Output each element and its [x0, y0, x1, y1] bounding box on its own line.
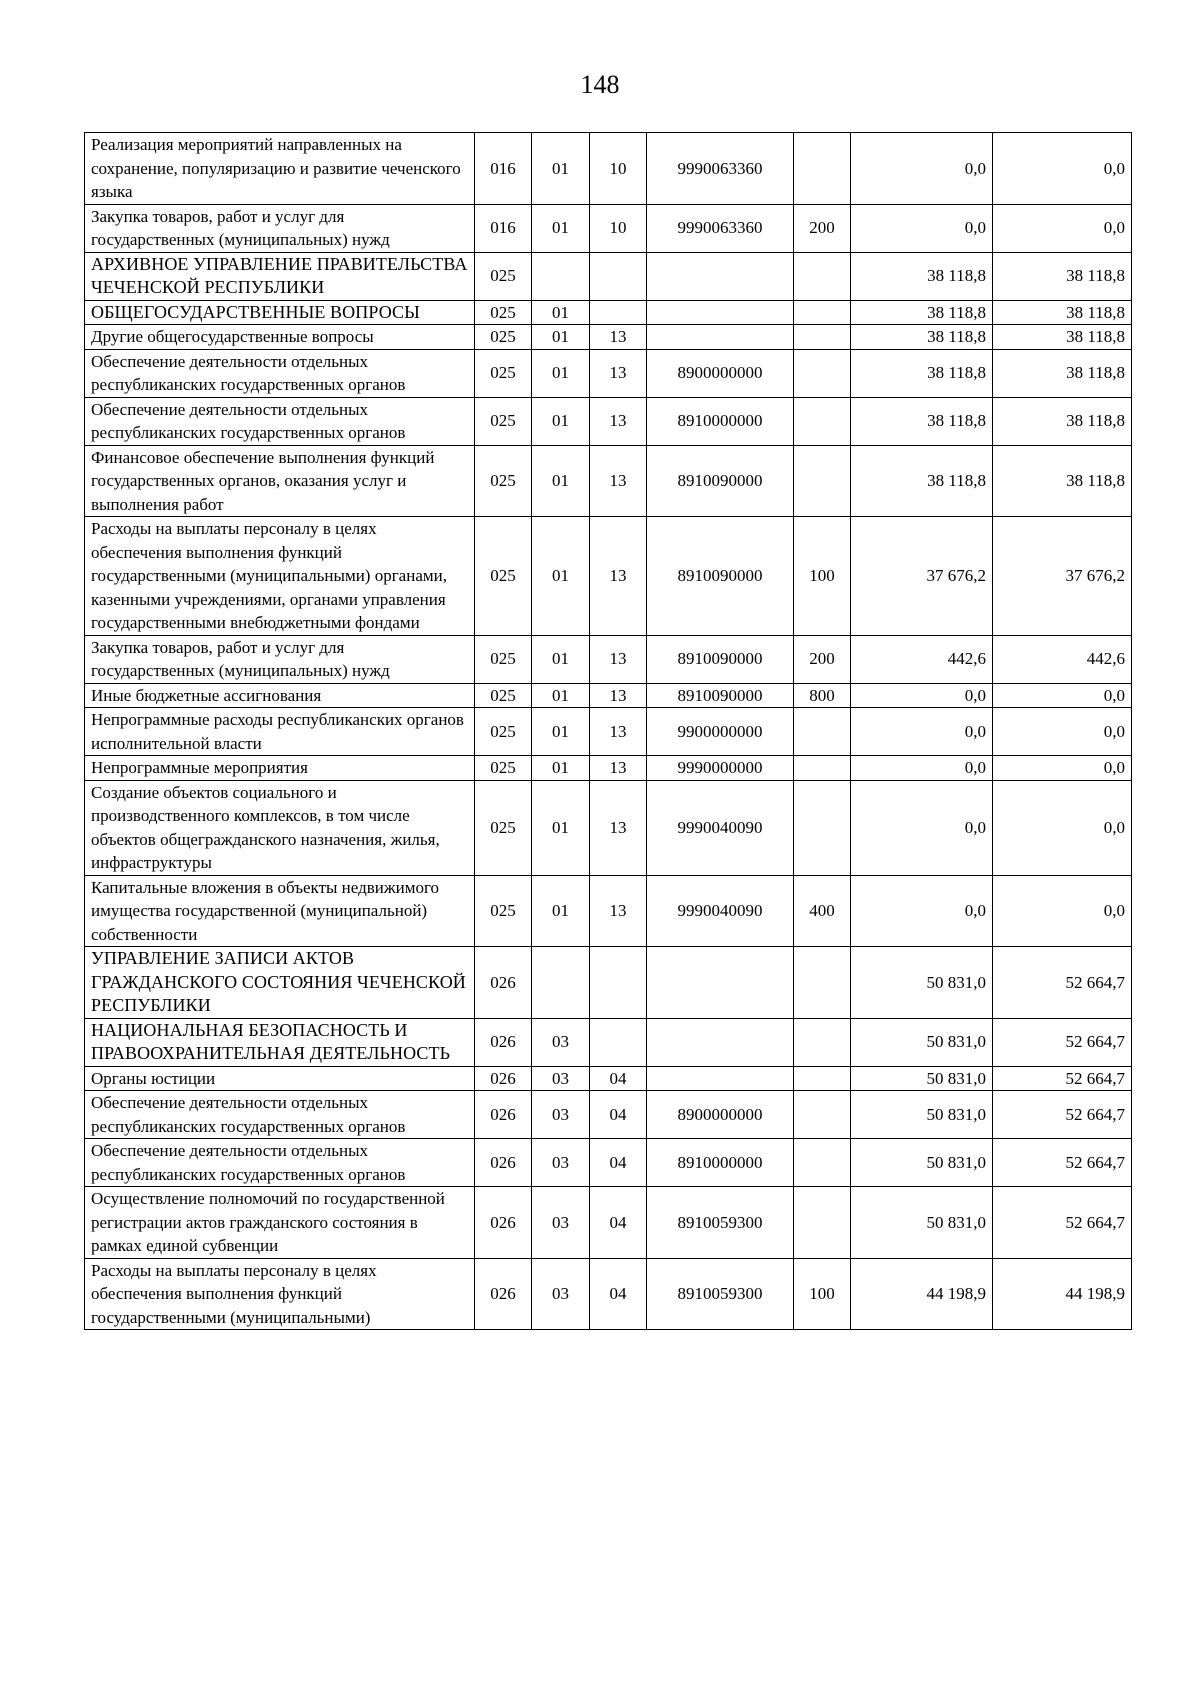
- cell-vr: [794, 1091, 851, 1139]
- cell-sum-1: 44 198,9: [851, 1258, 993, 1330]
- cell-ved: 025: [475, 780, 532, 875]
- cell-ved: 025: [475, 300, 532, 325]
- cell-vr: 100: [794, 1258, 851, 1330]
- cell-pr: 10: [590, 204, 647, 252]
- table-row: [85, 635, 1132, 683]
- cell-ved: 026: [475, 947, 532, 1019]
- cell-sum-1: 0,0: [851, 780, 993, 875]
- cell-ved: 025: [475, 349, 532, 397]
- cell-ved: 025: [475, 683, 532, 708]
- cell-name: Обеспечение деятельности отдельных республиканских государственных органов: [85, 1139, 475, 1187]
- cell-ved: 026: [475, 1066, 532, 1091]
- cell-rz: 01: [532, 708, 590, 756]
- cell-pr: [590, 252, 647, 300]
- cell-pr: [590, 947, 647, 1019]
- cell-name: Закупка товаров, работ и услуг для государственных (муниципальных) нужд: [85, 635, 475, 683]
- cell-csr: 9990000000: [647, 756, 794, 781]
- cell-rz: 01: [532, 133, 590, 205]
- cell-rz: 01: [532, 397, 590, 445]
- cell-rz: 01: [532, 204, 590, 252]
- cell-sum-1: 442,6: [851, 635, 993, 683]
- table-row: [85, 349, 1132, 397]
- cell-sum-2: 44 198,9: [993, 1258, 1132, 1330]
- cell-pr: 13: [590, 780, 647, 875]
- table-row: [85, 445, 1132, 517]
- cell-vr: [794, 1066, 851, 1091]
- cell-name: Реализация мероприятий направленных на сохранение, популяризацию и развитие чеченского языка: [85, 133, 475, 205]
- table-row: [85, 204, 1132, 252]
- cell-rz: 03: [532, 1066, 590, 1091]
- cell-rz: [532, 252, 590, 300]
- cell-name: Обеспечение деятельности отдельных республиканских государственных органов: [85, 397, 475, 445]
- cell-sum-1: 50 831,0: [851, 947, 993, 1019]
- cell-vr: [794, 300, 851, 325]
- cell-rz: 01: [532, 683, 590, 708]
- cell-csr: [647, 947, 794, 1019]
- cell-rz: 01: [532, 300, 590, 325]
- cell-sum-2: 52 664,7: [993, 947, 1132, 1019]
- cell-vr: [794, 133, 851, 205]
- cell-csr: 9990063360: [647, 204, 794, 252]
- cell-rz: 03: [532, 1187, 590, 1259]
- cell-vr: [794, 756, 851, 781]
- cell-csr: 9990040090: [647, 875, 794, 947]
- cell-pr: 04: [590, 1139, 647, 1187]
- cell-sum-2: 0,0: [993, 708, 1132, 756]
- cell-sum-1: 0,0: [851, 708, 993, 756]
- cell-sum-2: 0,0: [993, 683, 1132, 708]
- cell-csr: 8910000000: [647, 397, 794, 445]
- cell-vr: [794, 947, 851, 1019]
- cell-rz: 01: [532, 875, 590, 947]
- cell-sum-1: 50 831,0: [851, 1018, 993, 1066]
- cell-csr: [647, 300, 794, 325]
- cell-csr: [647, 1018, 794, 1066]
- table-row: [85, 252, 1132, 300]
- cell-pr: 04: [590, 1187, 647, 1259]
- cell-csr: 9990063360: [647, 133, 794, 205]
- cell-vr: 200: [794, 635, 851, 683]
- cell-ved: 026: [475, 1258, 532, 1330]
- cell-sum-2: 0,0: [993, 756, 1132, 781]
- cell-vr: [794, 1018, 851, 1066]
- cell-csr: 8910090000: [647, 445, 794, 517]
- cell-sum-1: 38 118,8: [851, 349, 993, 397]
- cell-vr: 100: [794, 517, 851, 636]
- cell-name: Расходы на выплаты персоналу в целях обеспечения выполнения функций государственными (муниципальными) органами, казенными учреждениями, органами управления государственными внебюджетными фондами: [85, 517, 475, 636]
- cell-pr: 13: [590, 517, 647, 636]
- cell-sum-2: 52 664,7: [993, 1187, 1132, 1259]
- cell-ved: 025: [475, 517, 532, 636]
- cell-vr: [794, 349, 851, 397]
- cell-sum-1: 0,0: [851, 133, 993, 205]
- cell-csr: [647, 252, 794, 300]
- cell-ved: 016: [475, 133, 532, 205]
- cell-csr: 8910059300: [647, 1258, 794, 1330]
- table-row: [85, 1091, 1132, 1139]
- cell-name: АРХИВНОЕ УПРАВЛЕНИЕ ПРАВИТЕЛЬСТВА ЧЕЧЕНСКОЙ РЕСПУБЛИКИ: [85, 252, 475, 300]
- cell-sum-2: 38 118,8: [993, 349, 1132, 397]
- cell-csr: 8900000000: [647, 1091, 794, 1139]
- cell-sum-2: 38 118,8: [993, 300, 1132, 325]
- cell-sum-2: 52 664,7: [993, 1139, 1132, 1187]
- cell-ved: 025: [475, 445, 532, 517]
- cell-vr: [794, 780, 851, 875]
- table-row: [85, 517, 1132, 636]
- table-row: [85, 1187, 1132, 1259]
- cell-vr: [794, 1187, 851, 1259]
- table-row: [85, 875, 1132, 947]
- cell-rz: 01: [532, 325, 590, 350]
- cell-pr: 13: [590, 635, 647, 683]
- cell-name: НАЦИОНАЛЬНАЯ БЕЗОПАСНОСТЬ И ПРАВООХРАНИТЕЛЬНАЯ ДЕЯТЕЛЬНОСТЬ: [85, 1018, 475, 1066]
- cell-ved: 025: [475, 756, 532, 781]
- cell-vr: [794, 1139, 851, 1187]
- table-row: [85, 947, 1132, 1019]
- cell-pr: 13: [590, 708, 647, 756]
- table-body: [85, 133, 1132, 1330]
- cell-pr: 13: [590, 875, 647, 947]
- cell-pr: 13: [590, 325, 647, 350]
- cell-vr: [794, 252, 851, 300]
- cell-sum-2: 52 664,7: [993, 1066, 1132, 1091]
- cell-name: Капитальные вложения в объекты недвижимого имущества государственной (муниципальной) собственности: [85, 875, 475, 947]
- cell-ved: 025: [475, 252, 532, 300]
- cell-rz: 03: [532, 1258, 590, 1330]
- cell-sum-1: 50 831,0: [851, 1066, 993, 1091]
- cell-sum-1: 38 118,8: [851, 397, 993, 445]
- cell-pr: 04: [590, 1258, 647, 1330]
- cell-name: Другие общегосударственные вопросы: [85, 325, 475, 350]
- cell-sum-1: 50 831,0: [851, 1139, 993, 1187]
- cell-pr: 13: [590, 683, 647, 708]
- table-row: [85, 133, 1132, 205]
- cell-rz: 01: [532, 517, 590, 636]
- cell-sum-2: 38 118,8: [993, 252, 1132, 300]
- cell-csr: 8910090000: [647, 517, 794, 636]
- cell-sum-1: 0,0: [851, 875, 993, 947]
- cell-pr: 13: [590, 445, 647, 517]
- cell-sum-1: 38 118,8: [851, 445, 993, 517]
- table-row: [85, 756, 1132, 781]
- cell-sum-1: 38 118,8: [851, 300, 993, 325]
- cell-name: Иные бюджетные ассигнования: [85, 683, 475, 708]
- cell-name: Непрограммные мероприятия: [85, 756, 475, 781]
- cell-csr: 9990040090: [647, 780, 794, 875]
- cell-sum-1: 37 676,2: [851, 517, 993, 636]
- budget-table: [84, 132, 1132, 1330]
- cell-sum-2: 52 664,7: [993, 1091, 1132, 1139]
- cell-sum-2: 0,0: [993, 133, 1132, 205]
- table-row: [85, 780, 1132, 875]
- cell-sum-2: 38 118,8: [993, 397, 1132, 445]
- cell-sum-2: 442,6: [993, 635, 1132, 683]
- cell-sum-2: 0,0: [993, 780, 1132, 875]
- cell-rz: 01: [532, 780, 590, 875]
- cell-csr: 9900000000: [647, 708, 794, 756]
- cell-rz: 03: [532, 1091, 590, 1139]
- cell-sum-1: 38 118,8: [851, 252, 993, 300]
- cell-rz: [532, 947, 590, 1019]
- cell-sum-1: 50 831,0: [851, 1187, 993, 1259]
- cell-sum-2: 52 664,7: [993, 1018, 1132, 1066]
- table-row: [85, 1258, 1132, 1330]
- cell-rz: 03: [532, 1139, 590, 1187]
- cell-vr: [794, 325, 851, 350]
- cell-ved: 026: [475, 1018, 532, 1066]
- cell-name: Создание объектов социального и производственного комплексов, в том числе объектов общегражданского назначения, жилья, инфраструктуры: [85, 780, 475, 875]
- table-row: [85, 683, 1132, 708]
- cell-pr: 10: [590, 133, 647, 205]
- cell-pr: 13: [590, 349, 647, 397]
- cell-pr: 13: [590, 756, 647, 781]
- cell-name: ОБЩЕГОСУДАРСТВЕННЫЕ ВОПРОСЫ: [85, 300, 475, 325]
- cell-name: Обеспечение деятельности отдельных республиканских государственных органов: [85, 1091, 475, 1139]
- cell-csr: 8900000000: [647, 349, 794, 397]
- table-row: [85, 397, 1132, 445]
- cell-vr: [794, 397, 851, 445]
- cell-ved: 016: [475, 204, 532, 252]
- table-row: [85, 1139, 1132, 1187]
- cell-ved: 026: [475, 1139, 532, 1187]
- cell-sum-2: 37 676,2: [993, 517, 1132, 636]
- cell-name: Закупка товаров, работ и услуг для государственных (муниципальных) нужд: [85, 204, 475, 252]
- cell-sum-1: 0,0: [851, 204, 993, 252]
- cell-name: Органы юстиции: [85, 1066, 475, 1091]
- table-row: [85, 708, 1132, 756]
- cell-vr: 400: [794, 875, 851, 947]
- cell-name: Финансовое обеспечение выполнения функций государственных органов, оказания услуг и выполнения работ: [85, 445, 475, 517]
- cell-vr: [794, 708, 851, 756]
- cell-ved: 025: [475, 325, 532, 350]
- cell-csr: 8910090000: [647, 635, 794, 683]
- cell-sum-1: 50 831,0: [851, 1091, 993, 1139]
- cell-ved: 025: [475, 397, 532, 445]
- cell-name: Обеспечение деятельности отдельных республиканских государственных органов: [85, 349, 475, 397]
- cell-name: УПРАВЛЕНИЕ ЗАПИСИ АКТОВ ГРАЖДАНСКОГО СОСТОЯНИЯ ЧЕЧЕНСКОЙ РЕСПУБЛИКИ: [85, 947, 475, 1019]
- table-row: [85, 1018, 1132, 1066]
- cell-name: Осуществление полномочий по государственной регистрации актов гражданского состояния в рамках единой субвенции: [85, 1187, 475, 1259]
- cell-ved: 025: [475, 708, 532, 756]
- cell-vr: 800: [794, 683, 851, 708]
- cell-sum-2: 38 118,8: [993, 325, 1132, 350]
- cell-vr: [794, 445, 851, 517]
- cell-ved: 026: [475, 1091, 532, 1139]
- cell-name: Непрограммные расходы республиканских органов исполнительной власти: [85, 708, 475, 756]
- cell-rz: 01: [532, 445, 590, 517]
- cell-csr: 8910000000: [647, 1139, 794, 1187]
- cell-csr: [647, 1066, 794, 1091]
- cell-ved: 026: [475, 1187, 532, 1259]
- cell-pr: 04: [590, 1066, 647, 1091]
- cell-vr: 200: [794, 204, 851, 252]
- cell-pr: [590, 300, 647, 325]
- cell-rz: 01: [532, 349, 590, 397]
- cell-rz: 01: [532, 635, 590, 683]
- cell-rz: 01: [532, 756, 590, 781]
- page-number: 148: [580, 70, 620, 99]
- cell-rz: 03: [532, 1018, 590, 1066]
- cell-csr: 8910090000: [647, 683, 794, 708]
- cell-pr: 04: [590, 1091, 647, 1139]
- cell-pr: 13: [590, 397, 647, 445]
- table-row: [85, 1066, 1132, 1091]
- cell-sum-1: 38 118,8: [851, 325, 993, 350]
- table-row: [85, 325, 1132, 350]
- cell-csr: 8910059300: [647, 1187, 794, 1259]
- table-row: [85, 300, 1132, 325]
- cell-ved: 025: [475, 875, 532, 947]
- cell-csr: [647, 325, 794, 350]
- cell-sum-1: 0,0: [851, 756, 993, 781]
- cell-sum-2: 38 118,8: [993, 445, 1132, 517]
- cell-sum-2: 0,0: [993, 875, 1132, 947]
- cell-name: Расходы на выплаты персоналу в целях обеспечения выполнения функций государственными (муниципальными): [85, 1258, 475, 1330]
- cell-ved: 025: [475, 635, 532, 683]
- cell-pr: [590, 1018, 647, 1066]
- cell-sum-1: 0,0: [851, 683, 993, 708]
- cell-sum-2: 0,0: [993, 204, 1132, 252]
